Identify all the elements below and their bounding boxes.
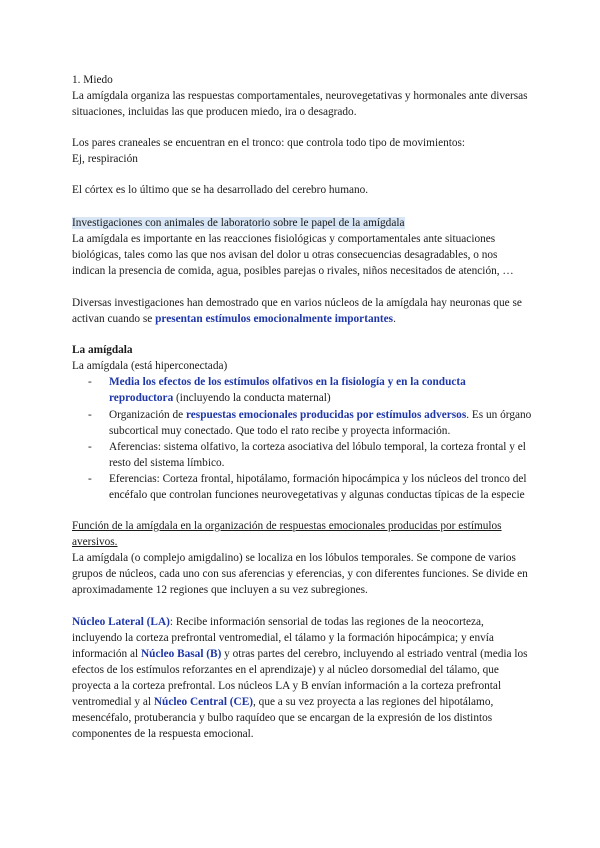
emphasis-text: Media los efectos de los estímulos olfativos en la fisiología y en la conducta reproductora — [109, 376, 466, 405]
paragraph-physiological-reactions: La amígdala es importante en las reacciones fisiológicas y comportamentales ante situaciones biológicas, tales como las que nos avisan del dolor u otras consecuencias desagradables, o nos indican la presencia de comida, agua, posibles parejas o rivales, niños necesitados de atención, … — [72, 232, 514, 277]
paragraph-text: , que a su vez proyecta a las regiones del hipotálamo, mesencéfalo, protuberancia y bulbo raquídeo que se encargan de la expresión de los distintos componentes de la respuesta emocional. — [72, 696, 494, 741]
spacer — [72, 167, 532, 182]
paragraph-cranial-nerves: Los pares craneales se encuentran en el tronco: que controla todo tipo de movimientos: — [72, 137, 466, 150]
spacer — [72, 279, 532, 295]
amigdala-heading: La amígdala — [72, 344, 133, 357]
list-item-text: . Es un órgano subcortical muy conectado. Que todo el rato recibe y proyecta información. — [109, 408, 532, 437]
spacer — [72, 120, 532, 135]
paragraph-neurons — [72, 295, 532, 327]
amigdala-subtitle: La amígdala (está hiperconectada) — [72, 360, 228, 373]
paragraph-text: : Recibe información sensorial de todas las regiones de la neocorteza, incluyendo la corteza prefrontal ventromedial, el tálamo y la formación hipocámpica; y envía información al — [72, 615, 494, 660]
document-page — [72, 72, 532, 742]
spacer — [72, 327, 532, 342]
spacer — [72, 599, 532, 614]
paragraph-location: La amígdala (o complejo amigdalino) se localiza en los lóbulos temporales. Se compone de varios grupos de núcleos, cada uno con sus aferencias y eferencias, y con diferentes funciones. Se divide en aproximadamente 12 regiones que incluyen a su vez subregiones. — [72, 552, 528, 597]
emphasis-text: presentan estímulos emocionalmente importantes — [155, 313, 394, 326]
list-item-text: Aferencias: sistema olfativo, la corteza asociativa del lóbulo temporal, la corteza frontal y el resto del sistema límbico. — [109, 440, 526, 469]
list-item — [72, 471, 532, 503]
paragraph-amygdala-intro: La amígdala organiza las respuestas comportamentales, neurovegetativas y hormonales ante diversas situaciones, incluidas las que producen miedo, ira o desagrado. — [72, 90, 528, 119]
list-dash: - — [88, 472, 92, 485]
list-item-text: (incluyendo la conducta maternal) — [173, 392, 331, 405]
paragraph-text: Diversas investigaciones han demostrado que en varios núcleos de la amígdala hay neuronas que se activan cuando se — [72, 296, 522, 326]
highlighted-heading-text: Investigaciones con animales de laboratorio sobre le papel de la amígdala — [72, 216, 405, 229]
list-item — [72, 374, 532, 406]
investigaciones-heading — [72, 215, 532, 231]
spacer — [72, 199, 532, 215]
paragraph-text: y otras partes del cerebro, incluyendo al estriado ventral (media los efectos de los estímulos reforzantes en el aprendizaje) y al núcleo dorsomedial del tálamo, que proyecta a la corteza prefrontal. Los núcleos LA y B envían información a la corteza prefrontal ventromedial y al — [72, 647, 528, 708]
paragraph-example: Ej, respiración — [72, 153, 138, 166]
list-item — [72, 407, 532, 439]
funcion-heading: Función de la amígdala en la organización de respuestas emocionales producidas por estímulos aversivos. — [72, 520, 502, 549]
list-dash: - — [88, 440, 92, 453]
list-dash: - — [88, 408, 92, 421]
list-item — [72, 439, 532, 471]
spacer — [72, 503, 532, 518]
list-item-text: Eferencias: Corteza frontal, hipotálamo, formación hipocámpica y los núcleos del tronco del encéfalo que controlan funciones neurovegetativas y algunas conductas típicas de la especie — [109, 472, 527, 501]
section-title: 1. Miedo — [72, 74, 113, 86]
paragraph-nuclei — [72, 614, 532, 743]
emphasis-text: Núcleo Basal (B) — [141, 647, 222, 660]
amigdala-list — [72, 374, 532, 503]
emphasis-text: Núcleo Central (CE) — [153, 696, 254, 708]
paragraph-cortex: El córtex es lo último que se ha desarrollado del cerebro humano. — [72, 184, 369, 197]
emphasis-text: Núcleo Lateral (LA) — [72, 615, 170, 628]
list-dash: - — [88, 376, 92, 389]
paragraph-end: . — [393, 313, 396, 326]
emphasis-text: respuestas emocionales producidas por estímulos adversos — [185, 408, 467, 421]
list-item-text: Organización de — [109, 408, 186, 421]
